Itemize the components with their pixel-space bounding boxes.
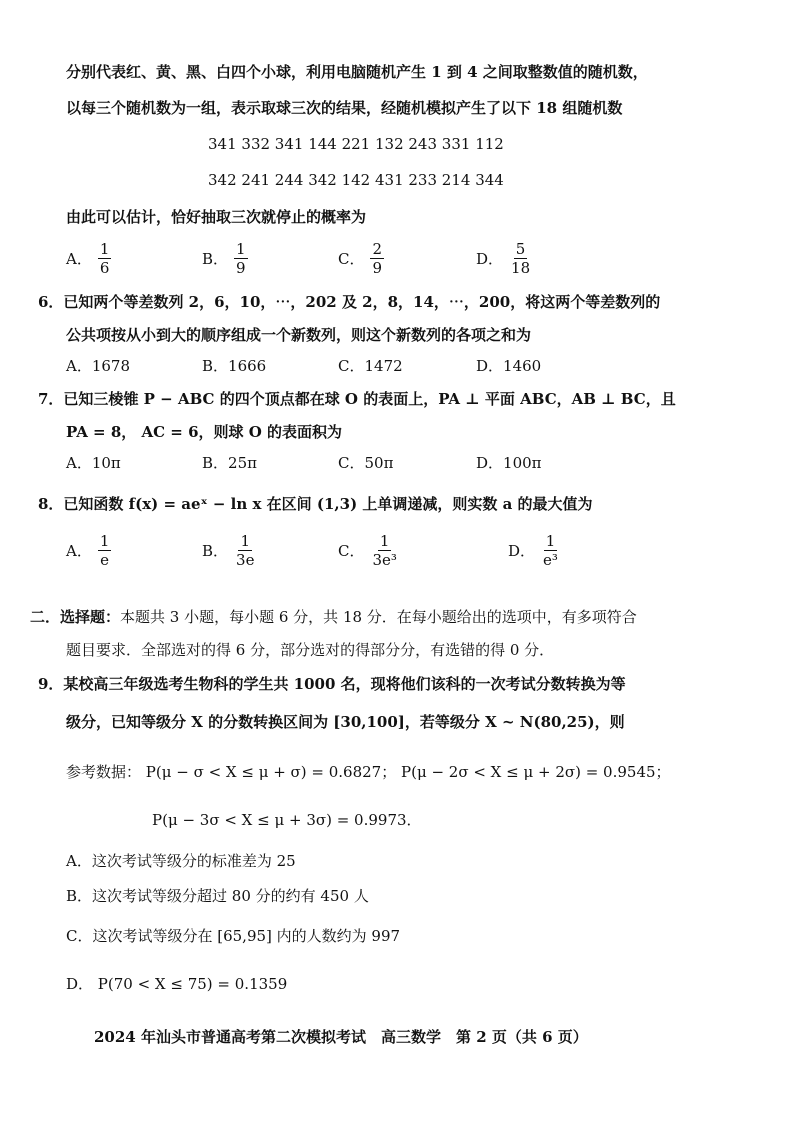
- q8-option-b: [202, 532, 256, 569]
- fraction: [234, 532, 256, 569]
- fraction: [98, 532, 112, 569]
- fraction: [234, 240, 248, 277]
- q8-option-c: [338, 532, 399, 569]
- option-label: B．: [202, 250, 229, 268]
- q5-option-a: [66, 240, 111, 277]
- option-label: D．: [476, 250, 504, 268]
- q6-line-2: 公共项按从小到大的顺序组成一个新数列，则这个新数列的各项之和为: [66, 326, 532, 344]
- denominator: 9: [236, 259, 246, 277]
- q5-option-b: [202, 240, 248, 277]
- random-numbers-row-1: 341 332 341 144 221 132 243 331 112: [208, 135, 504, 153]
- option-label: C．: [338, 250, 365, 268]
- denominator: 6: [99, 259, 110, 277]
- option-label: A．: [66, 250, 92, 268]
- fraction: [370, 532, 398, 569]
- numerator: 2: [372, 240, 383, 258]
- q6-option-b: B．1666: [202, 357, 267, 375]
- page-footer: 2024 年汕头市普通高考第二次模拟考试 高三数学 第 2 页（共 6 页）: [94, 1028, 588, 1046]
- fraction: [370, 240, 384, 277]
- section-2-text-2: 题目要求．全部选对的得 6 分，部分选对的得部分分，有选错的得 0 分．: [66, 641, 555, 659]
- numerator: 1: [99, 532, 110, 550]
- q5-option-c: [338, 240, 384, 277]
- random-numbers-row-2: 342 241 244 342 142 431 233 214 344: [208, 171, 504, 189]
- numerator: 1: [240, 532, 251, 550]
- q7-line-1: 7．已知三棱锥 P − ABC 的四个顶点都在球 O 的表面上，PA ⊥ 平面 ABC，AB ⊥ BC，且: [38, 390, 676, 408]
- numerator: 1: [236, 240, 246, 258]
- intro-line-3: 由此可以估计，恰好抽取三次就停止的概率为: [66, 208, 367, 226]
- q9-reference-1: 参考数据： P(μ − σ < X ≤ μ + σ) = 0.6827； P(μ − 2σ < X ≤ μ + 2σ) = 0.9545；: [66, 763, 671, 781]
- q6-option-a: A．1678: [66, 357, 131, 375]
- fraction: [541, 532, 560, 569]
- option-label: D．: [508, 542, 536, 560]
- denominator: 18: [511, 259, 531, 277]
- intro-line-2: 以每三个随机数为一组，表示取球三次的结果，经随机模拟产生了以下 18 组随机数: [66, 99, 623, 117]
- q6-option-d: D．1460: [476, 357, 542, 375]
- q8-option-a: [66, 532, 111, 569]
- section-2-text: 本题共 3 小题，每小题 6 分，共 18 分．在每小题给出的选项中，有多项符合: [120, 608, 637, 626]
- q9-line-1: 9．某校高三年级选考生物科的学生共 1000 名，现将他们该科的一次考试分数转换为等: [38, 675, 626, 693]
- q6-line-1: 6．已知两个等差数列 2，6，10，⋯，202 及 2，8，14，⋯，200，将这两个等差数列的: [38, 293, 661, 311]
- q8-option-d: [508, 532, 560, 569]
- numerator: 5: [515, 240, 526, 258]
- q9-line-2: 级分，已知等级分 X 的分数转换区间为 [30,100]，若等级分 X ~ N(80,25)，则: [66, 713, 625, 731]
- q9-option-d: D． P(70 < X ≤ 75) = 0.1359: [66, 975, 288, 993]
- denominator: e³: [543, 551, 558, 569]
- q7-option-c: C．50π: [338, 454, 394, 472]
- denominator: 3e: [236, 551, 255, 569]
- q9-option-a: A．这次考试等级分的标准差为 25: [66, 852, 296, 870]
- option-label: B．: [202, 542, 229, 560]
- q8-line-1: 8．已知函数 f(x) = aeˣ − ln x 在区间 (1,3) 上单调递减，则实数 a 的最大值为: [38, 495, 593, 513]
- section-2-heading: [30, 607, 637, 627]
- q5-option-d: [476, 240, 532, 277]
- q7-option-d: D．100π: [476, 454, 542, 472]
- numerator: 1: [99, 240, 110, 258]
- option-label: A．: [66, 542, 92, 560]
- fraction: [98, 240, 112, 277]
- q9-option-b: B．这次考试等级分超过 80 分的约有 450 人: [66, 887, 369, 905]
- fraction: [509, 240, 532, 277]
- numerator: 1: [545, 532, 556, 550]
- denominator: 3e³: [372, 551, 397, 569]
- q9-option-c: C．这次考试等级分在 [65,95] 内的人数约为 997: [66, 927, 401, 945]
- q7-option-a: A．10π: [66, 454, 121, 472]
- q9-reference-2: P(μ − 3σ < X ≤ μ + 3σ) = 0.9973．: [152, 811, 422, 829]
- q7-option-b: B．25π: [202, 454, 257, 472]
- option-label: C．: [338, 542, 365, 560]
- intro-line-1: 分别代表红、黄、黑、白四个小球，利用电脑随机产生 1 到 4 之间取整数值的随机数，: [66, 63, 648, 81]
- denominator: 9: [372, 259, 383, 277]
- section-2-title: 二．选择题：: [30, 608, 121, 626]
- q6-option-c: C．1472: [338, 357, 403, 375]
- numerator: 1: [379, 532, 390, 550]
- q7-line-2: PA = 8， AC = 6，则球 O 的表面积为: [66, 423, 343, 441]
- denominator: e: [100, 551, 110, 569]
